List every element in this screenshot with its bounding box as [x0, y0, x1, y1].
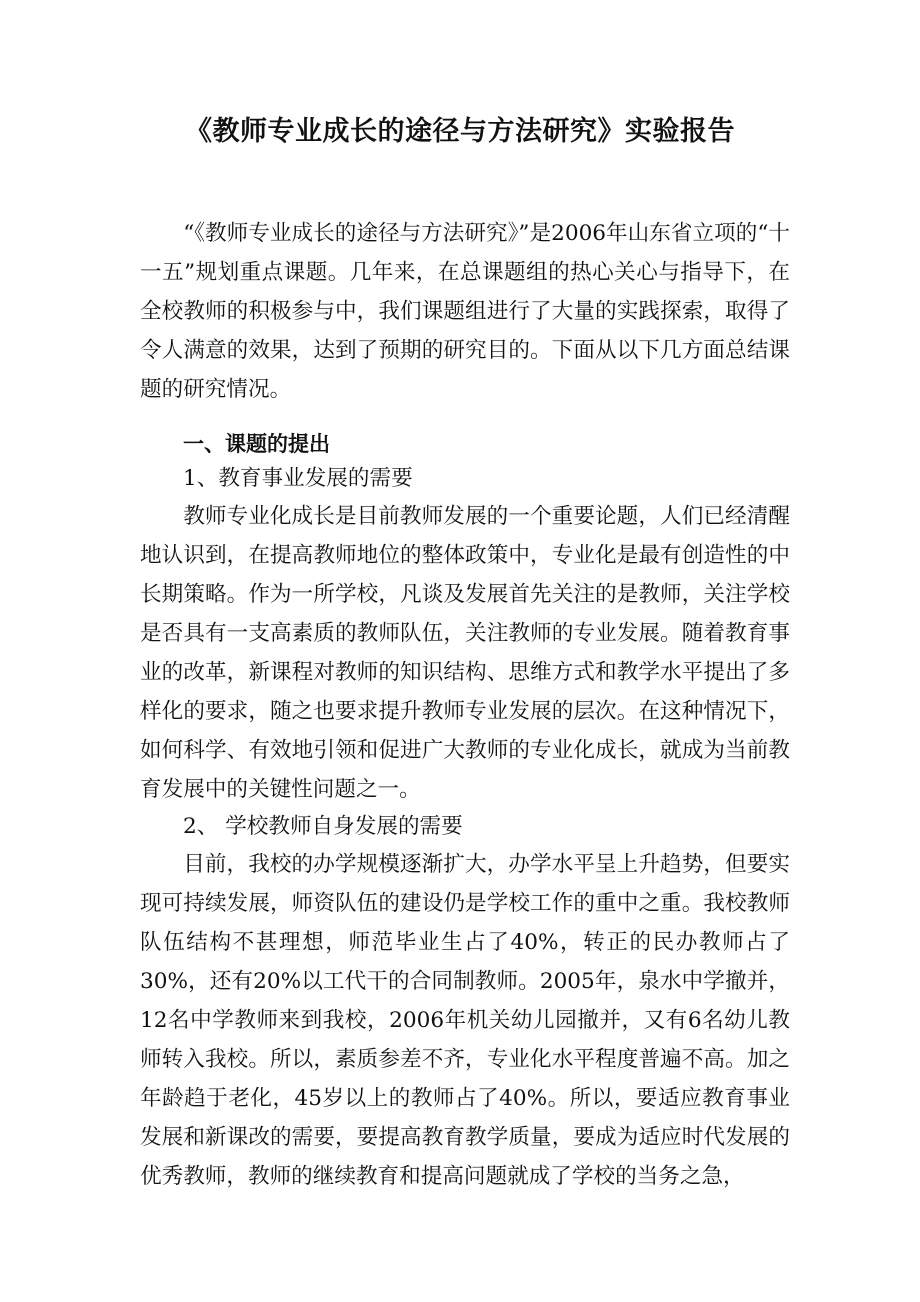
paragraph-gap: [140, 409, 790, 427]
subsection-body-1: 教师专业化成长是目前教师发展的一个重要论题，人们已经清醒地认识到，在提高教师地位的整体政策中，专业化是最有创造性的中长期策略。作为一所学校，凡谈及发展首先关注的是教师，关注学校是否具有一支高素质的教师队伍，关注教师的专业发展。随着教育事业的改革，新课程对教师的知识结构、思维方式和教学水平提出了多样化的要求，随之也要求提升教师专业发展的层次。在这种情况下，如何科学、有效地引领和促进广大教师的专业化成长，就成为当前教育发展中的关键性问题之一。: [140, 504, 790, 802]
subsection-body-2: 目前，我校的办学规模逐渐扩大，办学水平呈上升趋势，但要实现可持续发展，师资队伍的建设仍是学校工作的重中之重。我校教师队伍结构不甚理想，师范毕业生占了40%，转正的民办教师占了30%，还有20%以工代干的合同制教师。2005年，泉水中学撤并，12名中学教师来到我校，2006年机关幼儿园撤并，又有6名幼儿教师转入我校。所以，素质参差不齐，专业化水平程度普遍不高。加之年龄趋于老化，45岁以上的教师占了40%。所以，要适应教育事业发展和新课改的需要，要提高教育教学质量，要成为适应时代发展的优秀教师，教师的继续教育和提高问题就成了学校的当务之急，: [140, 852, 790, 1189]
document-body: [140, 214, 790, 1196]
section-heading: 一、课题的提出: [183, 432, 330, 456]
subsection-heading-2: 2、 学校教师自身发展的需要: [183, 814, 463, 839]
intro-paragraph: “《教师专业成长的途径与方法研究》”是2006年山东省立项的“十一五”规划重点课题。几年来，在总课题组的热心关心与指导下，在全校教师的积极参与中，我们课题组进行了大量的实践探索，取得了令人满意的效果，达到了预期的研究目的。下面从以下几方面总结课题的研究情况。: [140, 221, 790, 402]
subsection-heading-1: 1、教育事业发展的需要: [183, 466, 413, 491]
document-title: 《教师专业成长的途径与方法研究》实验报告: [185, 116, 735, 147]
